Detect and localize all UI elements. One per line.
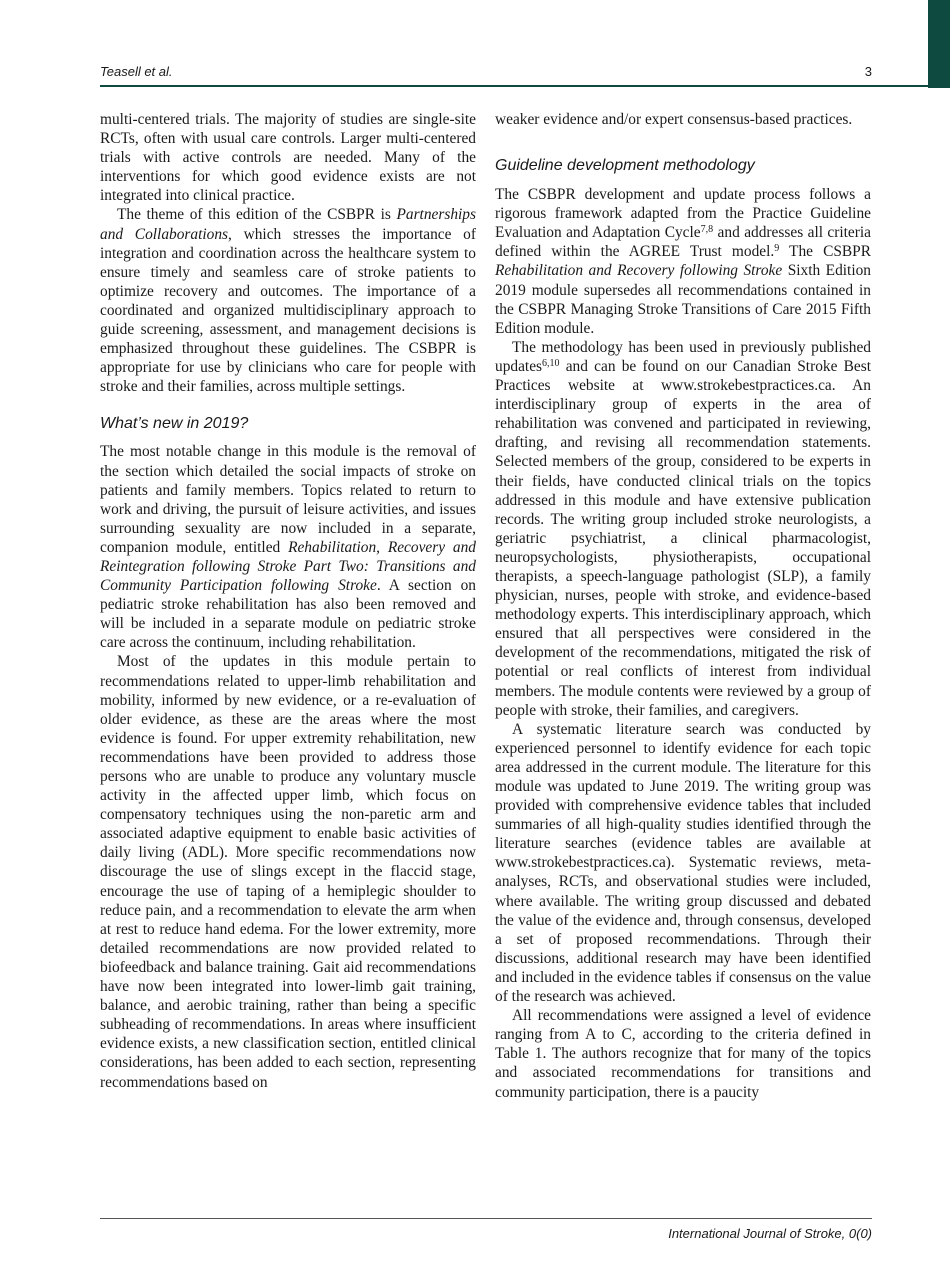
theme-text-a: The theme of this edition of the CSBPR is — [117, 206, 397, 224]
process-text-e: Sixth Edition 2019 module supersedes all recommendations contained in the CSBPR Managing Stroke Transitions of Care 2015 Fifth Edition module. — [495, 262, 871, 337]
section-heading-whats-new: What’s new in 2019? — [100, 415, 249, 433]
section-heading-methodology: Guideline development methodology — [495, 157, 755, 175]
header-rule — [100, 85, 950, 87]
left-column — [100, 110, 476, 1092]
paragraph-methodology — [495, 338, 871, 720]
paragraph-process — [495, 185, 871, 338]
methodology-text-a: The methodology has been used in previously published updates — [495, 338, 871, 375]
running-header — [100, 64, 872, 82]
theme-text-c: , which stresses the importance of integration and coordination across the healthcare system to ensure timely and seamless care of stroke patients to optimize recovery and outcomes. The importance of a coordinated and organized multidisciplinary approach to guide screening, assessment, and management decisions is emphasized throughout these guidelines. The CSBPR is appropriate for use by clinicians who care for people with stroke and their families, across multiple settings. — [100, 225, 476, 396]
paragraph-theme — [100, 205, 476, 396]
journal-footer: International Journal of Stroke, 0(0) — [668, 1226, 872, 1241]
companion-module-title: Rehabilitation, Recovery and Reintegration following Stroke Part Two: Transitions and Community Participation following Stroke — [100, 538, 476, 595]
paragraph-updates: Most of the updates in this module pertain to recommendations related to upper-limb rehabilitation and mobility, informed by new evidence, or a re-evaluation of older evidence, as these are the areas where the most evidence is found. For upper extremity rehabilitation, new recommendations have been provided to address those persons who are unable to produce any voluntary muscle activity in the affected upper limb, which focus on compensatory techniques using the non-paretic arm and associated adaptive equipment to enable basic activities of daily living (ADL). More specific recommendations now discourage the use of slings except in the flaccid stage, encourage the use of taping of a hemiplegic shoulder to reduce pain, and a recommendation to elevate the arm when at rest to reduce hand edema. For the lower extremity, more detailed recommendations are now provided related to biofeedback and balance training. Gait aid recommendations have now been integrated into lower-limb gait training, balance, and aerobic training, rather than being a specific subheading of recommendations. In areas where insufficient evidence exists, a new classification section, entitled clinical considerations, has been added to each section, representing recommendations based on — [100, 653, 476, 1091]
module-title: Rehabilitation and Recovery following Stroke — [495, 262, 783, 280]
process-text-b: and addresses all criteria defined within the AGREE Trust model. — [495, 224, 872, 261]
paragraph-literature-search: A systematic literature search was conducted by experienced personnel to identify evidence for each topic area addressed in the current module. The literature for this module was updated to June 2019. The writing group was provided with comprehensive evidence tables that included summaries of all high-quality studies identified through the literature searches (evidence tables are available at www.strokebestpractices.ca). Systematic reviews, meta-analyses, RCTs, and observational studies were included, where available. The writing group discussed and debated the value of the evidence and, through consensus, developed a set of proposed recommendations. Through their discussions, additional research may have been identified and included in the evidence tables if consensus on the value of the research was achieved. — [495, 720, 871, 1006]
footer-rule — [100, 1218, 872, 1219]
corner-color-tab — [928, 0, 950, 88]
process-text-c: The CSBPR — [779, 243, 871, 261]
notable-text-a: The most notable change in this module is the removal of the section which detailed the social impacts of stroke on patients and family members. Topics related to return to work and driving, the pursuit of leisure activities, and issues surrounding sexuality are now included in a separate, companion module, entitled — [100, 443, 476, 556]
paragraph-continuation: multi-centered trials. The majority of studies are single-site RCTs, often with usual care controls. Larger multi-centered trials with active controls are needed. Many of the interventions for which good evidence exists are not integrated into clinical practice. — [100, 111, 476, 205]
paragraph-notable-change — [100, 442, 476, 652]
citation-7-8: 7,8 — [700, 224, 714, 236]
right-column — [495, 110, 871, 1102]
process-text-a: The CSBPR development and update process follows a rigorous framework adapted from the Practice Guideline Evaluation and Adaptation Cycle — [495, 186, 871, 242]
citation-6-10: 6,10 — [542, 357, 560, 369]
theme-title: Partnerships and Collaborations — [100, 206, 476, 243]
paragraph-evidence-levels: All recommendations were assigned a level of evidence ranging from A to C, according to the criteria defined in Table 1. The authors recognize that for many of the topics and associated recommendations for transitions and community participation, there is a paucity — [495, 1007, 871, 1101]
paragraph-continuation-right: weaker evidence and/or expert consensus-based practices. — [495, 111, 853, 128]
citation-9: 9 — [774, 243, 780, 255]
page-number: 3 — [864, 64, 872, 79]
notable-text-c: . A section on pediatric stroke rehabilitation has also been removed and will be included in a separate module on pediatric stroke care across the continuum, including rehabilitation. — [100, 577, 476, 652]
methodology-text-b: and can be found on our Canadian Stroke Best Practices website at www.strokebestpractices.ca. An interdisciplinary group of experts in the area of rehabilitation was convened and participated in reviewing, drafting, and revising all recommendation statements. Selected members of the group, considered to be experts in their fields, have conducted clinical trials on the topics addressed in this module and have extensive publication records. The writing group included stroke neurologists, a geriatric psychiatrist, a clinical pharmacologist, neuropsychologists, physiotherapists, occupational therapists, a speech-language pathologist (SLP), a family physician, nurses, people with stroke, and evidence-based methodology experts. This interdisciplinary approach, which ensured that all perspectives were considered in the development of the recommendations, mitigated the risk of potential or real conflicts of interest from individual members. The module contents were reviewed by a group of people with stroke, their families, and caregivers. — [495, 357, 871, 719]
running-head-authors: Teasell et al. — [100, 64, 173, 79]
